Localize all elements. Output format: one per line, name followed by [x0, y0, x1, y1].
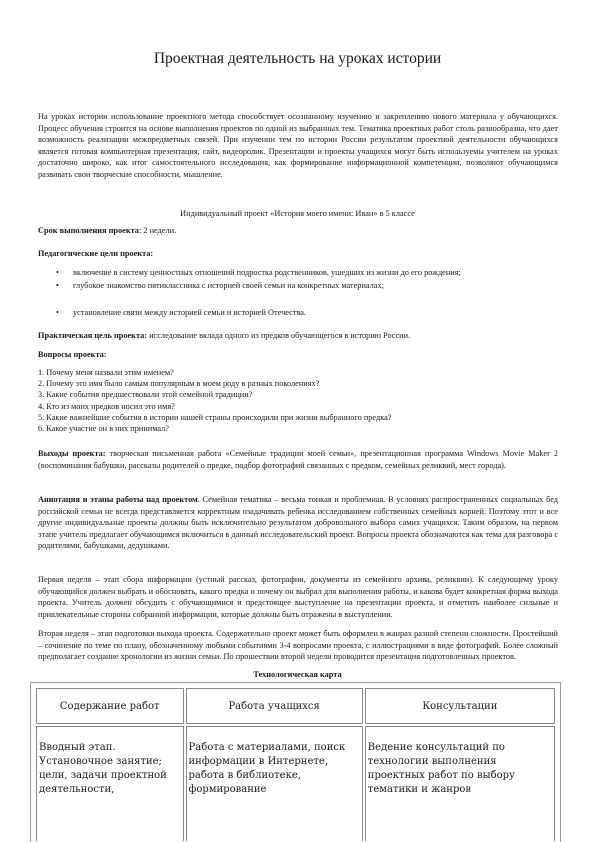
outputs-value: творческая письменная работа «Семейные традиции моей семьи», презентационная программа Windows Movie Maker 2 (воспоминания бабушки, рассказы родителей о предке, подбор фотографий связанных с предком, семейных реликвий, мест города). [38, 449, 558, 470]
list-item: 5. Какие важнейшие события в истории нашей страны происходили при жизни выбранного предка? [38, 412, 392, 422]
list-item: 2. Почему это имя было самым популярным в моем роду в разных поколениях? [38, 379, 320, 389]
intro-paragraph: На уроках истории использование проектного метода способствует осознанному изучению и закреплению нового материала у обучающихся. Процесс обучения строится на основе выполнения проектов по одной из выбранных тем. Тематика проектных работ столь разнообразна, что дает возможность реализации межпредметных связей. При изучении тем по истории России результатом проектной деятельности обучающихся является готовая компьютерная презентация, сайт, видеоролик. Презентации и проекты учащихся могут быть используемы учителем на уроках достаточно широко, как итог самостоятельного исследования, как формирование информационной компетенции, позволяют обучающимся развивать свои творческие способности, мышление. [38, 112, 558, 179]
list-item: 1. Почему меня назвали этим именем? [38, 368, 174, 377]
term-value: : 2 недели. [138, 226, 177, 235]
column-header: Консультации [365, 688, 555, 724]
outputs-paragraph [38, 448, 558, 471]
column-header: Содержание работ [36, 688, 184, 724]
tech-map-title: Технологическая карта [253, 670, 342, 679]
practical-goal-line [38, 330, 558, 342]
term-label: Срок выполнения проекта [38, 226, 139, 235]
annotation-paragraph [38, 494, 558, 552]
annotation-label: Аннотация и этапы работы над проектом [38, 495, 198, 504]
bullet-icon: • [56, 268, 59, 277]
tech-map-table-frame [30, 682, 561, 842]
table-cell: Ведение консультаций по технологии выполнения проектных работ по выбору тематики и жанров [365, 726, 555, 841]
table-row [36, 726, 555, 841]
annotation-value: . Семейная тематика – весьма тонкая и проблемная. В условиях распространенных социальных бед российской семьи не всегда представляется корректным озадачивать ребенка исследованием собственных семейных корней. Поэтому этот и все другие индивидуальные проекты должны быть исключительно результатом добровольного выбора самих учащихся. Таким образом, на первом этапе учитель предлагает обучающимся включиться в данный исследовательский проект. Вопросы проекта обозначаются как тема для разговора с родителями, бабушками, дедушками. [38, 495, 558, 551]
questions-list [38, 367, 558, 434]
document-page: Проектная деятельность на уроках истории На уроках истории использование проектного метода способствует осознанному изучению и закреплению нового материала у обучающихся. Процесс обучения строится на основе выполнения проектов по одной из выбранных тем. Тематика проектных работ столь разнообразна, что дает возможность реализации межпредметных связей. При изучении тем по истории России результатом проектной деятельности обучающихся является готовая компьютерная презентация, сайт, видеоролик. Презентации и проекты учащихся могут быть используемы учителем на уроках достаточно широко, как итог самостоятельного исследования, как формирование информационной компетенции, позволяют обучающимся развивать свои творческие способности, мышление. Индивидуальный проект «История моего имени: Иван» в 5 классе Срок выполнения проекта: 2 недели. Педагогические цели проекта: • включение в систему ценностных отношений подростка родственников, ушедших из жизни до его рождения; • глубокое знакомство пятиклассника с историей своей семьи на конкретных материалах; • установление связи между историей семьи и историей Отечества. Практическая цель проекта: исследование вклада одного из предков обучающегося в историю России. Вопросы проекта: 1. Почему меня назвали этим именем? 2. Почему это имя было самым популярным в моем роду в разных поколениях? 3. Какие события предшествовали этой семейной традиции? 4. Кто из моих предков носил это имя? 5. Какие важнейшие события в истории нашей страны происходили при жизни выбранного предка? 6. Какое участие он в них принимал? Выходы проекта: творческая письменная работа «Семейные традиции моей семьи», презентационная программа Windows Movie Maker 2 (воспоминания бабушки, рассказы родителей о предке, подбор фотографий связанных с предком, семейных реликвий, мест города). Аннотация и этапы работы над проектом. Семейная тематика – весьма тонкая и проблемная. В условиях распространенных социальных бед российской семьи не всегда представляется корректным озадачивать ребенка исследованием собственных семейных корней. Поэтому этот и все другие индивидуальные проекты должны быть исключительно результатом добровольного выбора самих учащихся. Таким образом, на первом этапе учитель предлагает обучающимся включиться в данный исследовательский проект. Вопросы проекта обозначаются как тема для разговора с родителями, бабушками, дедушками. Первая неделя – этап сбора информации (устный рассказ, фотографии, документы из семейного архива, реликвии). К следующему уроку обучающийся должен выбрать и обосновать, какого предка и почему он выбрал для выполнения работы, и какова будет конкретная форма выхода проекта. Учитель должен обсудить с обучающимися и предстоящее выступление на презентации проекта, и отметить наиболее сильные и привлекательные стороны собранной информации, которые должны быть отражены в выступлении. Вторая неделя – этап подготовки выхода проекта. Содержательно проект может быть оформлен в жанрах разной степени сложности. Простейший – сочинение по теме по плану, обозначенному любыми событиями 3-4 вопросами проекта, с иллюстрациями в виде фотографий. Более сложный предполагает создание хронологии из жизни семьи. По прошествии второй недели проводится презентация подготовленных проектов. Технологическая карта Содержание работ Работа учащихся Консультации Вводный этап. Установочное занятие; цели, задачи проектной деятельности, Работа с материалами, поиск информации в Интернете, работа в библиотеке, формирование Ведение консультаций по технологии выполнения проектных работ по выбору тематики и жанров [0, 0, 595, 842]
table-cell: Работа с материалами, поиск информации в Интернете, работа в библиотеке, формирование [186, 726, 363, 841]
column-header: Работа учащихся [186, 688, 363, 724]
project-subtitle: Индивидуальный проект «История моего имени: Иван» в 5 классе [180, 209, 415, 218]
practical-goal-value: исследование вклада одного из предков обучающегося в историю России. [147, 331, 411, 340]
list-item: 3. Какие события предшествовали этой семейной традиции? [38, 390, 253, 400]
ped-goals-heading: Педагогические цели проекта: [38, 249, 154, 258]
tech-map-table [34, 686, 557, 842]
table-cell: Вводный этап. Установочное занятие; цели, задачи проектной деятельности, [36, 726, 184, 841]
practical-goal-label: Практическая цель проекта: [38, 331, 148, 340]
week1-paragraph: Первая неделя – этап сбора информации (устный рассказ, фотографии, документы из семейного архива, реликвии). К следующему уроку обучающийся должен выбрать и обосновать, какого предка и почему он выбрал для выполнения работы, и какова будет конкретная форма выхода проекта. Учитель должен обсудить с обучающимися и предстоящее выступление на презентации проекта, и отметить наиболее сильные и привлекательные стороны собранной информации, которые должны быть отражены в выступлении. [38, 575, 558, 619]
list-item: 4. Кто из моих предков носил это имя? [38, 401, 175, 411]
term-line [38, 225, 558, 237]
bullet-icon: • [56, 308, 59, 317]
bullet-icon: • [56, 281, 59, 290]
table-header-row [36, 688, 555, 724]
list-item: 6. Какое участие он в них принимал? [38, 424, 169, 434]
questions-heading: Вопросы проекта: [38, 350, 107, 359]
outputs-label: Выходы проекта: [38, 449, 106, 458]
page-title: Проектная деятельность на уроках истории [153, 50, 442, 67]
week2-paragraph: Вторая неделя – этап подготовки выхода проекта. Содержательно проект может быть оформлен в жанрах разной степени сложности. Простейший – сочинение по теме по плану, обозначенному любыми событиями 3-4 вопросами проекта, с иллюстрациями в виде фотографий. Более сложный предполагает создание хронологии из жизни семьи. По прошествии второй недели проводится презентация подготовленных проектов. [38, 629, 558, 662]
